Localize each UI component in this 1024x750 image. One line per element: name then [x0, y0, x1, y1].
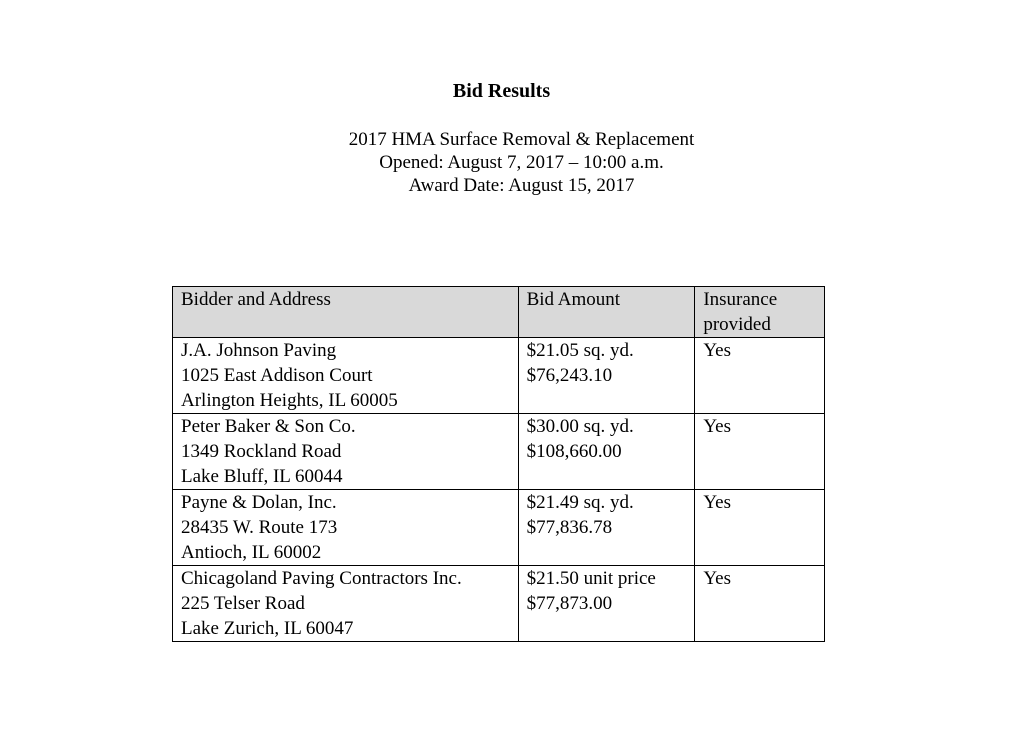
- bidder-name: J.A. Johnson Paving: [181, 340, 337, 361]
- insurance-cell: Yes: [695, 566, 825, 642]
- unit-price: $21.05 sq. yd.: [526, 340, 634, 361]
- bidder-cell: [173, 414, 519, 490]
- table-row: [173, 414, 825, 490]
- unit-price: $30.00 sq. yd.: [526, 416, 634, 437]
- project-name: 2017 HMA Surface Removal & Replacement: [348, 129, 695, 150]
- total-amount: $77,873.00: [526, 593, 613, 614]
- unit-price: $21.50 unit price: [526, 568, 656, 589]
- header-bid-amount: Bid Amount: [518, 287, 695, 338]
- total-amount: $108,660.00: [526, 441, 622, 462]
- bid-amount-cell: [518, 338, 695, 414]
- table-row: [173, 338, 825, 414]
- table-row: [173, 490, 825, 566]
- bidder-street: 225 Telser Road: [181, 593, 305, 614]
- bidder-city: Lake Bluff, IL 60044: [181, 466, 343, 487]
- project-info: [0, 128, 1024, 197]
- document-title: Bid Results: [452, 80, 551, 102]
- bid-results-table: [172, 286, 825, 642]
- bidder-street: 1349 Rockland Road: [181, 441, 342, 462]
- bidder-city: Arlington Heights, IL 60005: [181, 390, 398, 411]
- bidder-street: 28435 W. Route 173: [181, 517, 338, 538]
- bidder-street: 1025 East Addison Court: [181, 365, 373, 386]
- bidder-cell: [173, 490, 519, 566]
- bid-amount-cell: [518, 566, 695, 642]
- bidder-cell: [173, 566, 519, 642]
- header-insurance: [695, 287, 825, 338]
- bid-amount-cell: [518, 490, 695, 566]
- insurance-cell: Yes: [695, 414, 825, 490]
- unit-price: $21.49 sq. yd.: [526, 492, 634, 513]
- total-amount: $77,836.78: [526, 517, 613, 538]
- bidder-name: Payne & Dolan, Inc.: [181, 492, 337, 513]
- header-bidder: Bidder and Address: [173, 287, 519, 338]
- bidder-city: Antioch, IL 60002: [181, 542, 322, 563]
- table-header-row: [173, 287, 825, 338]
- total-amount: $76,243.10: [526, 365, 613, 386]
- bidder-city: Lake Zurich, IL 60047: [181, 618, 354, 639]
- bid-amount-cell: [518, 414, 695, 490]
- table-row: [173, 566, 825, 642]
- bidder-cell: [173, 338, 519, 414]
- bidder-name: Peter Baker & Son Co.: [181, 416, 356, 437]
- header-insurance-line2: provided: [703, 314, 771, 335]
- insurance-cell: Yes: [695, 338, 825, 414]
- bidder-name: Chicagoland Paving Contractors Inc.: [181, 568, 462, 589]
- opened-date: Opened: August 7, 2017 – 10:00 a.m.: [379, 152, 664, 173]
- insurance-cell: Yes: [695, 490, 825, 566]
- award-date: Award Date: August 15, 2017: [408, 175, 635, 196]
- header-insurance-line1: Insurance: [703, 289, 778, 310]
